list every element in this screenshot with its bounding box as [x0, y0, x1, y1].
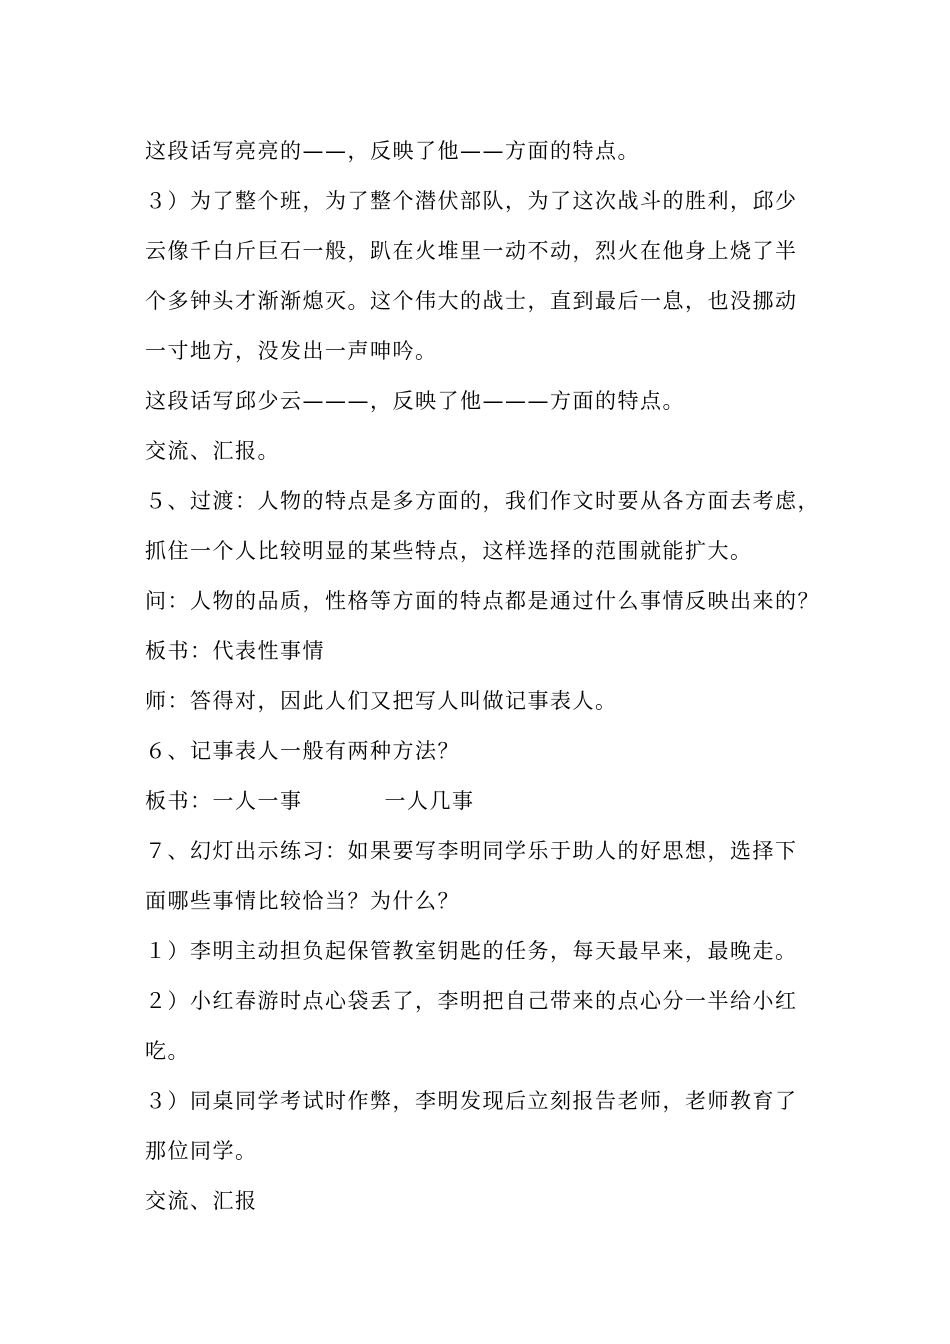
- text-line: 面哪些事情比较恰当？为什么？: [145, 889, 460, 913]
- text-line: 这段话写邱少云———，反映了他———方面的特点。: [145, 389, 685, 413]
- board-line: [145, 786, 475, 816]
- text-line: 一寸地方，没发出一声呻吟。: [145, 339, 438, 363]
- text-line: 那位同学。: [145, 1139, 258, 1163]
- text-line: ３）为了整个班，为了整个潜伏部队，为了这次战斗的胜利，邱少: [145, 189, 798, 213]
- text-line: ２）小红春游时点心袋丢了，李明把自己带来的点心分一半给小红: [145, 989, 798, 1013]
- text-line: １）李明主动担负起保管教室钥匙的任务，每天最早来，最晚走。: [145, 939, 798, 963]
- board-item-one-person-one-thing: 板书：一人一事: [145, 789, 303, 813]
- text-line: 云像千白斤巨石一般，趴在火堆里一动不动，烈火在他身上烧了半: [145, 239, 798, 263]
- text-line: ７、幻灯出示练习：如果要写李明同学乐于助人的好思想，选择下: [145, 839, 798, 863]
- text-line: 师：答得对，因此人们又把写人叫做记事表人。: [145, 689, 618, 713]
- text-line: 板书：代表性事情: [145, 639, 325, 663]
- text-line: ５、过渡：人物的特点是多方面的，我们作文时要从各方面去考虑，: [145, 489, 820, 513]
- text-line: 个多钟头才渐渐熄灭。这个伟大的战士，直到最后一息，也没挪动: [145, 289, 798, 313]
- text-line: ３）同桌同学考试时作弊，李明发现后立刻报告老师，老师教育了: [145, 1089, 798, 1113]
- text-line: 这段话写亮亮的——，反映了他——方面的特点。: [145, 139, 640, 163]
- board-item-one-person-several-things: 一人几事: [384, 789, 475, 813]
- text-line: 吃。: [145, 1039, 190, 1063]
- text-line: 交流、汇报: [145, 1189, 258, 1213]
- text-line: ６、记事表人一般有两种方法？: [145, 739, 460, 763]
- text-line: 交流、汇报。: [145, 439, 280, 463]
- text-line: 抓住一个人比较明显的某些特点，这样选择的范围就能扩大。: [145, 539, 753, 563]
- text-line: 问：人物的品质，性格等方面的特点都是通过什么事情反映出来的？: [145, 589, 820, 613]
